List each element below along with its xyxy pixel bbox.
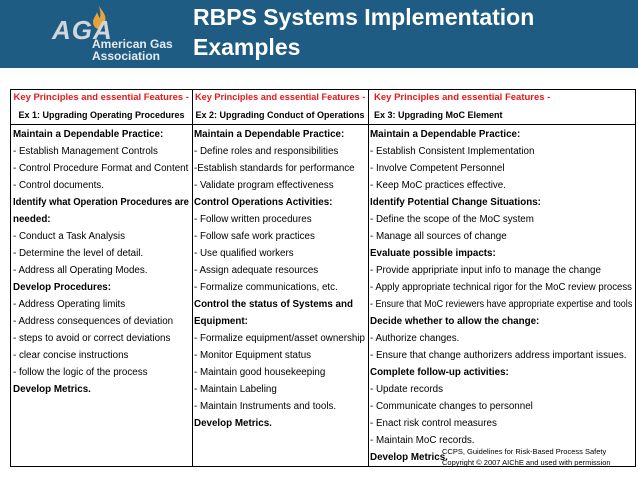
citation-line1: CCPS, Guidelines for Risk-Based Process Safety <box>442 447 607 456</box>
list-item: - Authorize changes. <box>370 333 460 344</box>
section-heading: Maintain a Dependable Practice: <box>370 129 521 140</box>
list-item: - Address Operating limits <box>13 299 126 310</box>
list-item: - Involve Competent Personnel <box>370 163 505 174</box>
column-subheading: Ex 2: Upgrading Conduct of Operations <box>195 110 365 120</box>
list-item: - Establish Consistent Implementation <box>370 146 535 157</box>
list-item: - Establish Management Controls <box>13 146 158 157</box>
list-item: - Keep MoC practices effective. <box>370 180 506 191</box>
list-item: - Communicate changes to personnel <box>370 401 533 412</box>
list-item: - Maintain Instruments and tools. <box>194 401 337 412</box>
list-item: - Assign adequate resources <box>194 265 319 276</box>
list-item: - Manage all sources of change <box>370 231 507 242</box>
logo-text-line1: American Gas <box>92 37 173 51</box>
slide-header <box>0 0 638 68</box>
list-item: - Address consequences of deviation <box>13 316 174 327</box>
list-item: - Enact risk control measures <box>370 418 497 429</box>
citation-line2: Copyright © 2007 AIChE and used with permission <box>442 458 611 467</box>
section-heading: Identify Potential Change Situations: <box>370 197 541 208</box>
list-item: - Ensure that change authorizers address important issues. <box>370 350 627 361</box>
list-item: - Control documents. <box>13 180 104 191</box>
column-body <box>194 126 366 432</box>
column-ex2 <box>192 90 369 466</box>
section-heading: Develop Metrics. <box>13 384 91 395</box>
list-item: - Follow written procedures <box>194 214 312 225</box>
list-item: -Establish standards for performance <box>194 163 355 174</box>
section-heading: Control the status of Systems and <box>194 299 353 310</box>
list-item: - Formalize communications, etc. <box>194 282 338 293</box>
slide-title-line2: Examples <box>193 34 301 60</box>
column-heading: Key Principles and essential Features - <box>13 92 190 103</box>
list-item: - Provide appripriate input info to manage the change <box>370 265 601 276</box>
list-item: - Control Procedure Format and Content <box>13 163 189 174</box>
column-ex1 <box>11 90 193 466</box>
section-heading: Identify what Operation Procedures are <box>13 197 189 208</box>
list-item: - Determine the level of detail. <box>13 248 144 259</box>
slide-title-line1: RBPS Systems Implementation <box>193 4 535 30</box>
section-heading: Develop Metrics. <box>194 418 272 429</box>
section-heading: needed: <box>13 214 51 225</box>
list-item: - clear concise instructions <box>13 350 129 361</box>
column-header <box>192 90 368 125</box>
section-heading: Complete follow-up activities: <box>370 367 509 378</box>
column-heading: Key Principles and essential Features - <box>195 92 366 103</box>
list-item: - Update records <box>370 384 443 395</box>
section-heading: Evaluate possible impacts: <box>370 248 496 259</box>
list-item: - Follow safe work practices <box>194 231 315 242</box>
list-item: - follow the logic of the process <box>13 367 148 378</box>
list-item: - Conduct a Task Analysis <box>13 231 125 242</box>
section-heading: Develop Metrics. <box>370 452 448 463</box>
list-item: - Address all Operating Modes. <box>13 265 148 276</box>
column-ex3 <box>368 90 635 466</box>
slide-title <box>193 2 633 62</box>
list-item: - Use qualified workers <box>194 248 294 259</box>
section-heading: Control Operations Activities: <box>194 197 333 208</box>
list-item: - Maintain MoC records. <box>370 435 475 446</box>
list-item: - steps to avoid or correct deviations <box>13 333 171 344</box>
column-body <box>13 126 190 398</box>
column-header <box>368 90 635 125</box>
list-item: - Define the scope of the MoC system <box>370 214 534 225</box>
column-heading: Key Principles and essential Features - <box>374 92 551 103</box>
column-subheading: Ex 1: Upgrading Operating Procedures <box>18 110 185 120</box>
list-item: - Define roles and responsibilities <box>194 146 339 157</box>
column-subheading: Ex 3: Upgrading MoC Element <box>374 110 503 120</box>
list-item: - Ensure that MoC reviewers have appropriate expertise and tools <box>370 299 633 310</box>
logo-mark: AGA <box>52 15 113 45</box>
section-heading: Equipment: <box>194 316 248 327</box>
logo-text-line2: Association <box>92 49 161 63</box>
list-item: - Formalize equipment/asset ownership <box>194 333 365 344</box>
aga-logo <box>52 3 182 63</box>
list-item: - Validate program effectiveness <box>194 180 334 191</box>
section-heading: Decide whether to allow the change: <box>370 316 540 327</box>
list-item: - Maintain Labeling <box>194 384 277 395</box>
list-item: - Maintain good housekeeping <box>194 367 326 378</box>
column-header <box>11 90 192 125</box>
citation <box>442 446 611 468</box>
examples-table <box>10 89 636 467</box>
list-item: - Apply appropriate technical rigor for the MoC review process <box>370 282 632 293</box>
section-heading: Develop Procedures: <box>13 282 112 293</box>
column-body <box>370 126 633 466</box>
section-heading: Maintain a Dependable Practice: <box>194 129 345 140</box>
list-item: - Monitor Equipment status <box>194 350 312 361</box>
section-heading: Maintain a Dependable Practice: <box>13 129 164 140</box>
